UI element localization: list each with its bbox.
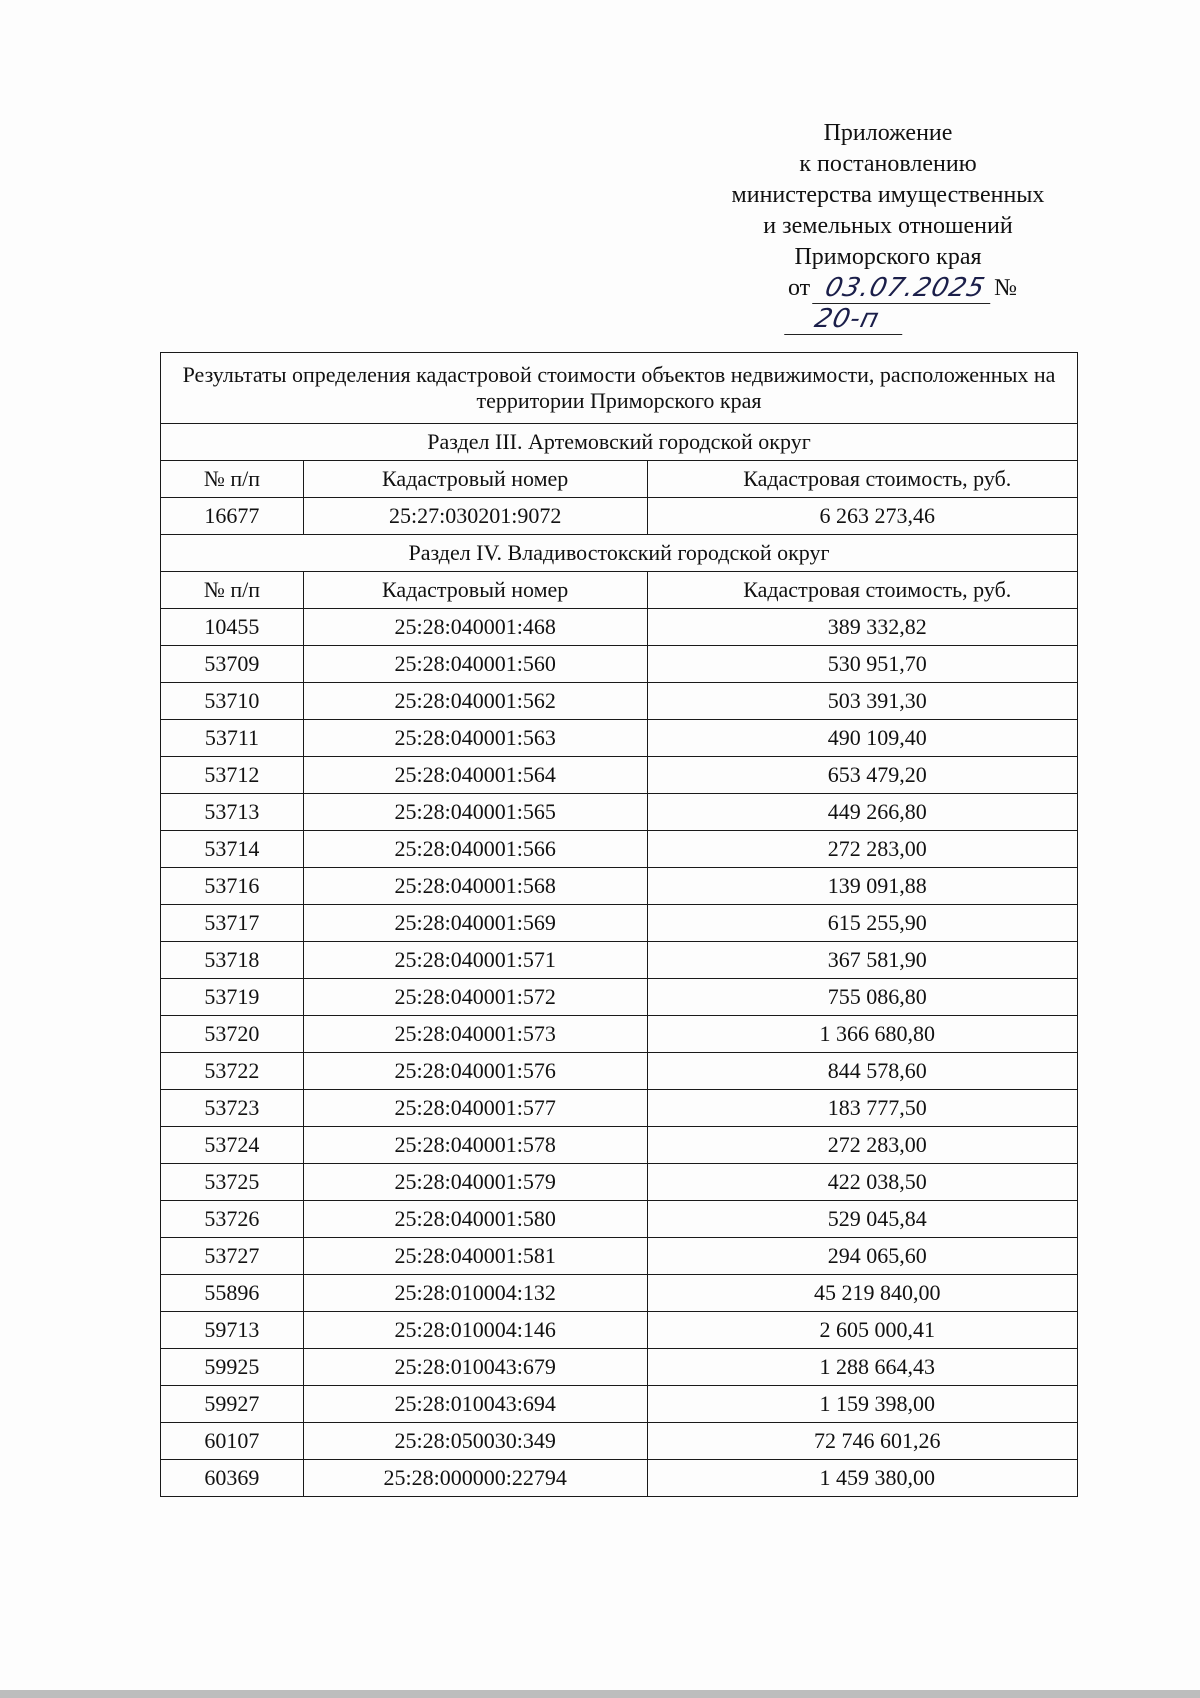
cadastral-number: 25:28:050030:349 — [303, 1423, 647, 1460]
cadastral-cost: 45 219 840,00 — [647, 1275, 1077, 1312]
table-row — [161, 1349, 1078, 1386]
row-number: 53722 — [161, 1053, 304, 1090]
cadastral-cost: 367 581,90 — [647, 942, 1077, 979]
table-row — [161, 646, 1078, 683]
cadastral-number: 25:28:040001:569 — [303, 905, 647, 942]
column-header-cadastral: Кадастровый номер — [303, 461, 647, 498]
cadastral-cost: 139 091,88 — [647, 868, 1077, 905]
cadastral-cost: 529 045,84 — [647, 1201, 1077, 1238]
table-row — [161, 1164, 1078, 1201]
cadastral-cost: 272 283,00 — [647, 831, 1077, 868]
table-row — [161, 979, 1078, 1016]
cadastral-cost: 490 109,40 — [647, 720, 1077, 757]
appendix-line-2: к постановлению — [799, 151, 977, 177]
row-number: 60369 — [161, 1460, 304, 1497]
column-header-cost: Кадастровая стоимость, руб. — [647, 572, 1077, 609]
cadastral-cost: 1 159 398,00 — [647, 1386, 1077, 1423]
table-row — [161, 1460, 1078, 1497]
cadastral-cost: 503 391,30 — [647, 683, 1077, 720]
row-number: 60107 — [161, 1423, 304, 1460]
resolution-date-number-line — [698, 273, 1078, 334]
table-row — [161, 1053, 1078, 1090]
cadastral-number: 25:28:040001:560 — [303, 646, 647, 683]
table-row — [161, 1127, 1078, 1164]
table-row — [161, 831, 1078, 868]
cadastral-number: 25:28:040001:566 — [303, 831, 647, 868]
row-number: 59713 — [161, 1312, 304, 1349]
column-header-row — [161, 572, 1078, 609]
cadastral-cost: 389 332,82 — [647, 609, 1077, 646]
cadastral-cost: 844 578,60 — [647, 1053, 1077, 1090]
row-number: 53710 — [161, 683, 304, 720]
table-row — [161, 1238, 1078, 1275]
table-row — [161, 683, 1078, 720]
row-number: 59925 — [161, 1349, 304, 1386]
row-number: 55896 — [161, 1275, 304, 1312]
cadastral-number: 25:28:040001:565 — [303, 794, 647, 831]
cadastral-cost: 755 086,80 — [647, 979, 1077, 1016]
appendix-line-4: и земельных отношений — [763, 213, 1013, 239]
column-header-cost: Кадастровая стоимость, руб. — [647, 461, 1077, 498]
cadastral-cost: 422 038,50 — [647, 1164, 1077, 1201]
row-number: 53714 — [161, 831, 304, 868]
row-number: 53720 — [161, 1016, 304, 1053]
cadastral-number: 25:28:040001:578 — [303, 1127, 647, 1164]
row-number: 53727 — [161, 1238, 304, 1275]
table-row — [161, 609, 1078, 646]
cadastral-number: 25:28:040001:562 — [303, 683, 647, 720]
cadastral-number: 25:28:040001:579 — [303, 1164, 647, 1201]
section-title: Раздел III. Артемовский городской округ — [161, 424, 1078, 461]
row-number: 53712 — [161, 757, 304, 794]
cadastral-cost: 1 288 664,43 — [647, 1349, 1077, 1386]
row-number: 53709 — [161, 646, 304, 683]
cadastral-number: 25:28:000000:22794 — [303, 1460, 647, 1497]
cadastral-table-body — [161, 353, 1078, 1497]
cadastral-cost: 1 366 680,80 — [647, 1016, 1077, 1053]
appendix-line-5: Приморского края — [794, 244, 982, 270]
cadastral-number: 25:28:040001:571 — [303, 942, 647, 979]
cadastral-cost: 272 283,00 — [647, 1127, 1077, 1164]
cadastral-cost: 653 479,20 — [647, 757, 1077, 794]
row-number: 53723 — [161, 1090, 304, 1127]
row-number: 16677 — [161, 498, 304, 535]
cadastral-number: 25:28:040001:577 — [303, 1090, 647, 1127]
table-title: Результаты определения кадастровой стоимости объектов недвижимости, расположенных на территории Приморского края — [161, 353, 1078, 424]
cadastral-number: 25:28:040001:572 — [303, 979, 647, 1016]
table-row — [161, 757, 1078, 794]
cadastral-cost: 294 065,60 — [647, 1238, 1077, 1275]
row-number: 53718 — [161, 942, 304, 979]
table-row — [161, 1386, 1078, 1423]
table-title-row — [161, 353, 1078, 424]
table-row — [161, 1090, 1078, 1127]
cadastral-number: 25:28:040001:573 — [303, 1016, 647, 1053]
column-header-row — [161, 461, 1078, 498]
table-row — [161, 1312, 1078, 1349]
appendix-line-1: Приложение — [823, 120, 953, 146]
cadastral-number: 25:28:010043:679 — [303, 1349, 647, 1386]
cadastral-cost: 1 459 380,00 — [647, 1460, 1077, 1497]
column-header-number: № п/п — [161, 461, 304, 498]
table-row — [161, 794, 1078, 831]
row-number: 53724 — [161, 1127, 304, 1164]
scan-edge — [0, 1690, 1200, 1698]
cadastral-number: 25:27:030201:9072 — [303, 498, 647, 535]
table-row — [161, 942, 1078, 979]
cadastral-number: 25:28:040001:580 — [303, 1201, 647, 1238]
row-number: 53713 — [161, 794, 304, 831]
cadastral-number: 25:28:040001:576 — [303, 1053, 647, 1090]
row-number: 53726 — [161, 1201, 304, 1238]
appendix-header — [698, 118, 1078, 334]
cadastral-number: 25:28:040001:563 — [303, 720, 647, 757]
cadastral-cost: 530 951,70 — [647, 646, 1077, 683]
section-title-row — [161, 535, 1078, 572]
handwritten-number: 20-п — [784, 304, 910, 335]
table-row — [161, 1201, 1078, 1238]
row-number: 10455 — [161, 609, 304, 646]
cadastral-cost: 6 263 273,46 — [647, 498, 1077, 535]
cadastral-cost: 449 266,80 — [647, 794, 1077, 831]
table-row — [161, 1016, 1078, 1053]
cadastral-cost: 2 605 000,41 — [647, 1312, 1077, 1349]
handwritten-date: 03.07.2025 — [812, 273, 998, 304]
row-number: 53711 — [161, 720, 304, 757]
cadastral-number: 25:28:010043:694 — [303, 1386, 647, 1423]
cadastral-number: 25:28:040001:581 — [303, 1238, 647, 1275]
table-row — [161, 720, 1078, 757]
row-number: 53716 — [161, 868, 304, 905]
section-title-row — [161, 424, 1078, 461]
cadastral-number: 25:28:010004:132 — [303, 1275, 647, 1312]
cadastral-cost: 72 746 601,26 — [647, 1423, 1077, 1460]
cadastral-value-table — [160, 352, 1078, 1497]
cadastral-number: 25:28:010004:146 — [303, 1312, 647, 1349]
table-row — [161, 498, 1078, 535]
table-row — [161, 905, 1078, 942]
cadastral-cost: 183 777,50 — [647, 1090, 1077, 1127]
cadastral-number: 25:28:040001:564 — [303, 757, 647, 794]
number-prefix: № — [994, 275, 1018, 301]
section-title: Раздел IV. Владивостокский городской округ — [161, 535, 1078, 572]
table-row — [161, 1423, 1078, 1460]
table-row — [161, 1275, 1078, 1312]
table-row — [161, 868, 1078, 905]
column-header-cadastral: Кадастровый номер — [303, 572, 647, 609]
date-prefix: от — [788, 275, 811, 301]
column-header-number: № п/п — [161, 572, 304, 609]
cadastral-number: 25:28:040001:568 — [303, 868, 647, 905]
cadastral-cost: 615 255,90 — [647, 905, 1077, 942]
cadastral-number: 25:28:040001:468 — [303, 609, 647, 646]
row-number: 53719 — [161, 979, 304, 1016]
row-number: 59927 — [161, 1386, 304, 1423]
row-number: 53717 — [161, 905, 304, 942]
appendix-line-3: министерства имущественных — [731, 182, 1045, 208]
row-number: 53725 — [161, 1164, 304, 1201]
